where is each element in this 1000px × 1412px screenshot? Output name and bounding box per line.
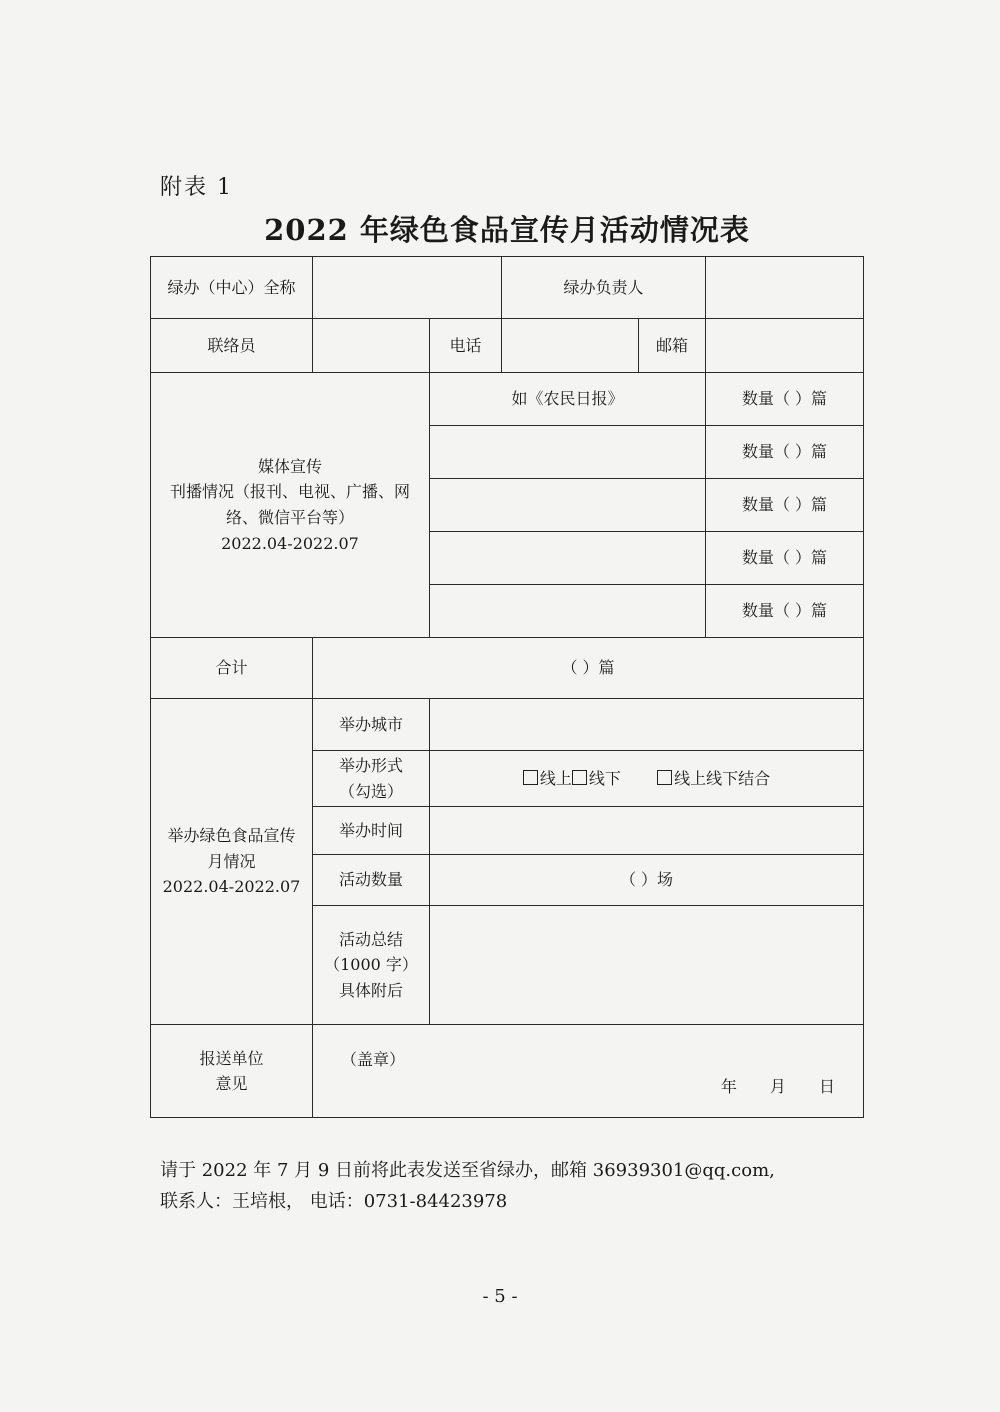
count-label: 活动数量 xyxy=(313,855,430,906)
time-field[interactable] xyxy=(430,807,864,855)
media-label-cell xyxy=(151,373,430,638)
seal-placeholder: （盖章） xyxy=(341,1050,406,1070)
media-label-line3: 络、微信平台等） xyxy=(225,508,354,527)
format-label-line2: （勾选） xyxy=(338,781,403,801)
format-options xyxy=(430,751,864,807)
total-label: 合计 xyxy=(151,638,313,699)
city-label: 举办城市 xyxy=(313,699,430,751)
opinion-label-line2: 意见 xyxy=(215,1074,248,1094)
format-option-offline[interactable]: 线下 xyxy=(572,769,621,788)
email-field[interactable] xyxy=(706,319,864,373)
summary-label-line2: （1000 字） xyxy=(324,955,418,975)
format-option-online[interactable]: 线上 xyxy=(523,769,572,788)
phone-field[interactable] xyxy=(502,319,639,373)
media-qty-field[interactable]: 数量（ ）篇 xyxy=(706,532,864,585)
checkbox-icon[interactable] xyxy=(523,770,538,785)
org-head-field[interactable] xyxy=(706,257,864,319)
summary-field[interactable] xyxy=(430,906,864,1025)
opinion-label xyxy=(151,1025,313,1118)
media-outlet-field[interactable] xyxy=(430,426,706,479)
format-label-line1: 举办形式 xyxy=(338,756,403,775)
summary-label xyxy=(313,906,430,1025)
phone-label: 电话 xyxy=(430,319,502,373)
page-number: - 5 - xyxy=(482,1286,518,1307)
document-title: 2022 年绿色食品宣传月活动情况表 xyxy=(264,213,750,247)
city-field[interactable] xyxy=(430,699,864,751)
attachment-label: 附表 1 xyxy=(160,175,233,200)
org-head-label: 绿办负责人 xyxy=(502,257,706,319)
submission-note-line2: 联系人：王培根， 电话：0731-84423978 xyxy=(160,1190,508,1212)
format-option-combined[interactable]: 线上线下结合 xyxy=(657,769,770,788)
summary-label-line3: 具体附后 xyxy=(338,980,403,1000)
media-outlet-field[interactable] xyxy=(430,479,706,532)
activity-label-period: 2022.04-2022.07 xyxy=(162,877,301,897)
media-label-period: 2022.04-2022.07 xyxy=(221,533,359,553)
org-name-field[interactable] xyxy=(313,257,502,319)
count-field[interactable]: （ ）场 xyxy=(430,855,864,906)
media-outlet-field[interactable]: 如《农民日报》 xyxy=(430,373,706,426)
activity-report-form xyxy=(150,256,864,1118)
media-qty-field[interactable]: 数量（ ）篇 xyxy=(706,426,864,479)
checkbox-icon[interactable] xyxy=(657,770,672,785)
contact-field[interactable] xyxy=(313,319,430,373)
submission-note-line1: 请于 2022 年 7 月 9 日前将此表发送至省绿办，邮箱 36939301@qq.com, xyxy=(160,1160,775,1181)
opinion-field[interactable] xyxy=(313,1025,864,1118)
format-label xyxy=(313,751,430,807)
media-outlet-field[interactable] xyxy=(430,532,706,585)
media-outlet-field[interactable] xyxy=(430,585,706,638)
media-qty-field[interactable]: 数量（ ）篇 xyxy=(706,479,864,532)
summary-label-line1: 活动总结 xyxy=(338,929,403,949)
activity-label-line1: 举办绿色食品宣传 xyxy=(167,826,296,846)
media-qty-field[interactable]: 数量（ ）篇 xyxy=(706,373,864,426)
media-label-line1: 媒体宣传 xyxy=(257,456,322,476)
submission-note xyxy=(160,1156,775,1217)
media-qty-field[interactable]: 数量（ ）篇 xyxy=(706,585,864,638)
checkbox-icon[interactable] xyxy=(572,770,587,785)
org-name-label: 绿办（中心）全称 xyxy=(151,257,313,319)
media-label-line2: 刊播情况（报刊、电视、广播、网 xyxy=(169,482,410,502)
date-placeholder: 年 月 日 xyxy=(720,1076,836,1096)
time-label: 举办时间 xyxy=(313,807,430,855)
email-label: 邮箱 xyxy=(639,319,706,373)
activity-label-cell xyxy=(151,699,313,1025)
activity-label-line2: 月情况 xyxy=(207,851,256,871)
contact-label: 联络员 xyxy=(151,319,313,373)
opinion-label-line1: 报送单位 xyxy=(199,1048,264,1068)
total-field[interactable]: （ ）篇 xyxy=(313,638,864,699)
